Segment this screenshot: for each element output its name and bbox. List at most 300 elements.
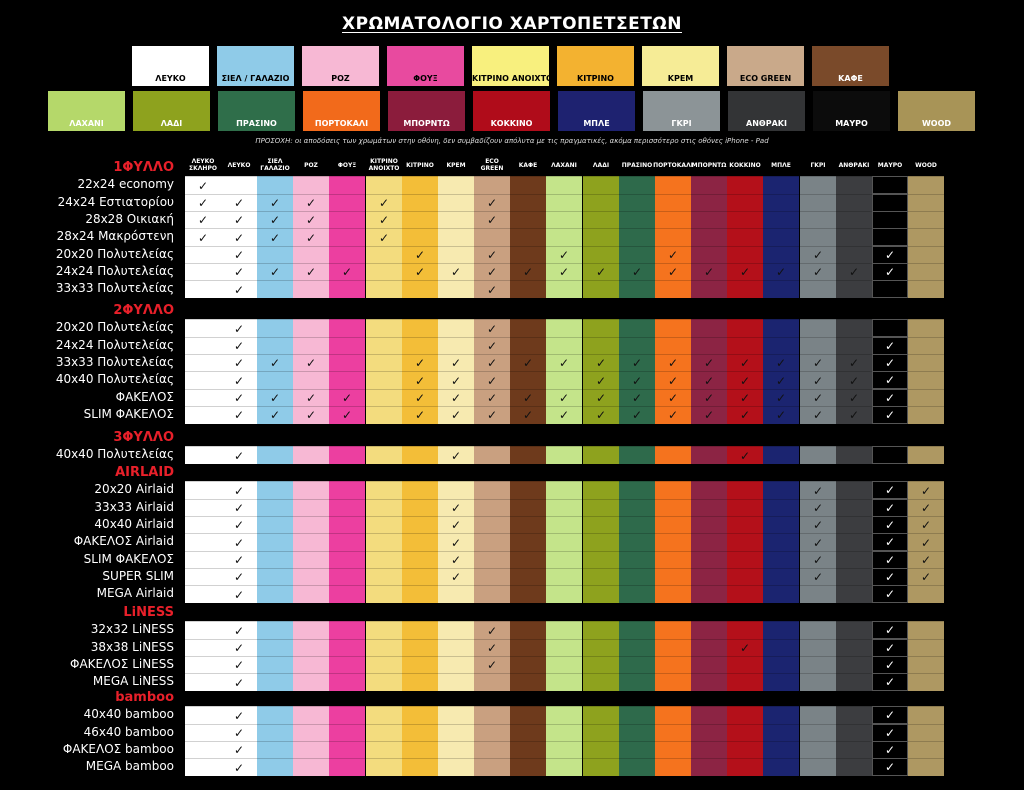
- color-cell: [908, 228, 944, 246]
- product-row-label: 40x40 Πολυτελείας: [55, 372, 174, 387]
- color-cell: [800, 551, 836, 569]
- check-mark: ✓: [233, 641, 245, 656]
- color-cell: [329, 176, 365, 194]
- check-mark: ✓: [884, 338, 896, 353]
- color-cell: [691, 389, 727, 407]
- color-cell: [474, 319, 510, 337]
- color-cell: [438, 263, 474, 281]
- color-swatch: [217, 46, 294, 86]
- check-mark: ✓: [884, 535, 896, 550]
- color-cell: [619, 516, 655, 534]
- color-cell: [655, 176, 691, 194]
- check-mark: ✓: [884, 760, 896, 775]
- color-cell: [872, 406, 908, 424]
- product-row-label: 40x40 Πολυτελείας: [55, 447, 174, 462]
- column-header: ΜΠΛΕ: [771, 161, 791, 169]
- color-cell: [583, 446, 619, 464]
- color-cell: [221, 656, 257, 674]
- color-cell: [185, 533, 221, 551]
- color-cell: [655, 585, 691, 603]
- column-header: ΠΟΡΤΟΚΑΛΙ: [653, 161, 693, 169]
- color-cell: [438, 656, 474, 674]
- color-cell: [619, 211, 655, 229]
- column-header: ΚΡΕΜ: [446, 161, 466, 169]
- color-cell: [836, 481, 872, 499]
- color-cell: [474, 758, 510, 776]
- column-header: ΠΡΑΣΙΝΟ: [621, 161, 653, 169]
- color-cell: [763, 280, 799, 298]
- color-cell: [655, 499, 691, 517]
- color-cell: [402, 724, 438, 742]
- color-cell: [727, 246, 763, 264]
- color-cell: [366, 246, 402, 264]
- color-cell: [366, 481, 402, 499]
- color-cell: [727, 319, 763, 337]
- color-cell: [221, 585, 257, 603]
- color-cell: [691, 551, 727, 569]
- color-cell: [510, 354, 546, 372]
- color-cell: [727, 585, 763, 603]
- color-cell: [257, 176, 293, 194]
- color-cell: [185, 516, 221, 534]
- color-cell: [800, 280, 836, 298]
- color-cell: [185, 499, 221, 517]
- color-cell: [185, 724, 221, 742]
- column-header: ECO GREEN: [480, 158, 504, 172]
- color-cell: [763, 319, 799, 337]
- color-cell: [185, 337, 221, 355]
- color-cell: [908, 706, 944, 724]
- color-cell: [438, 741, 474, 759]
- color-cell: [800, 246, 836, 264]
- check-mark: ✓: [884, 247, 896, 262]
- color-cell: [908, 194, 944, 212]
- check-mark: ✓: [486, 356, 498, 371]
- check-mark: ✓: [667, 391, 679, 405]
- color-cell: [257, 228, 293, 246]
- color-cell: [510, 319, 546, 337]
- color-cell: [800, 263, 836, 281]
- color-cell: [655, 280, 691, 298]
- color-cell: [872, 176, 908, 194]
- color-warning-note: ΠΡΟΣΟΧΗ: οι αποδόσεις των χρωμάτων στην οθόνη, δεν συμβαδίζουν απόλυτα με τις πραγματικές, ακόμα περισσότερο στις οθόνες iPhone - Pad: [255, 137, 769, 145]
- color-cell: [474, 337, 510, 355]
- check-mark: ✓: [667, 408, 679, 423]
- page-title: ΧΡΩΜΑΤΟΛΟΓΙΟ ΧΑΡΤΟΠΕΤΣΕΤΩΝ: [342, 14, 682, 34]
- color-cell: [727, 228, 763, 246]
- color-cell: [438, 481, 474, 499]
- check-mark: ✓: [558, 248, 570, 262]
- check-mark: ✓: [739, 641, 751, 656]
- check-mark: ✓: [341, 265, 353, 280]
- color-cell: [583, 639, 619, 657]
- color-cell: [510, 758, 546, 776]
- color-cell: [366, 176, 402, 194]
- color-cell: [221, 194, 257, 212]
- color-cell: [836, 263, 872, 281]
- color-cell: [763, 389, 799, 407]
- color-swatch: [303, 91, 380, 131]
- check-mark: ✓: [920, 535, 932, 550]
- color-cell: [510, 724, 546, 742]
- color-cell: [510, 481, 546, 499]
- color-swatch: [642, 46, 719, 86]
- check-mark: ✓: [414, 408, 426, 423]
- color-cell: [438, 706, 474, 724]
- check-mark: ✓: [486, 213, 498, 228]
- color-cell: [619, 319, 655, 337]
- color-cell: [366, 724, 402, 742]
- color-cell: [510, 211, 546, 229]
- check-mark: ✓: [920, 553, 932, 567]
- check-mark: ✓: [739, 391, 751, 405]
- color-cell: [619, 371, 655, 389]
- product-row-label: 20x20 Airlaid: [94, 482, 174, 497]
- column-header: ΑΝΘΡΑΚΙ: [838, 161, 870, 169]
- color-cell: [763, 263, 799, 281]
- color-cell: [583, 406, 619, 424]
- color-cell: [221, 389, 257, 407]
- color-cell: [329, 246, 365, 264]
- color-cell: [836, 337, 872, 355]
- color-cell: [836, 741, 872, 759]
- color-cell: [257, 246, 293, 264]
- color-cell: [293, 621, 329, 639]
- product-row-label: MEGA bamboo: [85, 759, 174, 774]
- color-cell: [438, 446, 474, 464]
- color-cell: [221, 639, 257, 657]
- color-cell: [438, 568, 474, 586]
- color-cell: [763, 446, 799, 464]
- color-cell: [691, 446, 727, 464]
- color-cell: [619, 446, 655, 464]
- color-cell: [763, 481, 799, 499]
- check-mark: ✓: [920, 570, 932, 585]
- column-header: ΜΠΟΡΝΤΩ: [691, 161, 727, 169]
- column-header: ΓΚΡΙ: [810, 161, 826, 169]
- color-cell: [546, 499, 582, 517]
- color-cell: [510, 656, 546, 674]
- color-swatch-label: ΚΡΕΜ: [667, 74, 694, 83]
- color-cell: [727, 194, 763, 212]
- color-cell: [655, 211, 691, 229]
- color-cell: [185, 406, 221, 424]
- color-cell: [329, 673, 365, 691]
- color-cell: [763, 337, 799, 355]
- check-mark: ✓: [812, 408, 824, 423]
- check-mark: ✓: [305, 265, 317, 280]
- color-cell: [836, 371, 872, 389]
- color-cell: [402, 354, 438, 372]
- check-mark: ✓: [414, 248, 426, 262]
- check-mark: ✓: [884, 708, 896, 723]
- color-cell: [872, 354, 908, 372]
- color-cell: [329, 533, 365, 551]
- color-cell: [908, 551, 944, 569]
- check-mark: ✓: [197, 178, 209, 193]
- color-cell: [366, 337, 402, 355]
- color-cell: [402, 673, 438, 691]
- color-swatch: [812, 46, 889, 86]
- color-cell: [691, 516, 727, 534]
- color-cell: [329, 481, 365, 499]
- color-cell: [329, 724, 365, 742]
- color-cell: [763, 621, 799, 639]
- color-cell: [908, 481, 944, 499]
- color-cell: [583, 319, 619, 337]
- color-cell: [366, 194, 402, 212]
- check-mark: ✓: [631, 265, 643, 280]
- color-cell: [619, 639, 655, 657]
- color-cell: [583, 551, 619, 569]
- color-cell: [257, 724, 293, 742]
- color-cell: [836, 568, 872, 586]
- color-cell: [402, 568, 438, 586]
- check-mark: ✓: [595, 408, 607, 423]
- color-cell: [474, 585, 510, 603]
- color-cell: [546, 758, 582, 776]
- color-cell: [655, 516, 691, 534]
- color-cell: [257, 194, 293, 212]
- color-cell: [257, 758, 293, 776]
- color-cell: [872, 741, 908, 759]
- color-cell: [257, 551, 293, 569]
- check-mark: ✓: [233, 535, 245, 550]
- color-cell: [402, 211, 438, 229]
- color-cell: [293, 724, 329, 742]
- check-mark: ✓: [486, 248, 498, 262]
- color-cell: [836, 211, 872, 229]
- color-cell: [836, 585, 872, 603]
- color-cell: [438, 533, 474, 551]
- color-cell: [836, 724, 872, 742]
- check-mark: ✓: [233, 658, 245, 673]
- color-cell: [293, 656, 329, 674]
- check-mark: ✓: [558, 356, 570, 371]
- color-cell: [366, 758, 402, 776]
- color-cell: [619, 481, 655, 499]
- color-cell: [474, 621, 510, 639]
- color-swatch-label: ΚΑΦΕ: [838, 74, 863, 83]
- color-cell: [763, 371, 799, 389]
- section-heading: AIRLAID: [115, 465, 174, 480]
- color-cell: [908, 621, 944, 639]
- check-mark: ✓: [197, 196, 209, 211]
- check-mark: ✓: [884, 569, 896, 584]
- color-cell: [402, 246, 438, 264]
- color-cell: [293, 551, 329, 569]
- color-cell: [872, 639, 908, 657]
- color-cell: [438, 280, 474, 298]
- color-cell: [546, 533, 582, 551]
- color-cell: [583, 758, 619, 776]
- color-cell: [257, 741, 293, 759]
- color-swatch-label: ΛΑΧΑΝΙ: [69, 119, 104, 128]
- color-cell: [800, 724, 836, 742]
- color-cell: [691, 621, 727, 639]
- color-cell: [293, 354, 329, 372]
- color-cell: [257, 585, 293, 603]
- color-cell: [185, 354, 221, 372]
- product-row-label: SLIM ΦΑΚΕΛΟΣ: [83, 406, 174, 421]
- color-cell: [619, 389, 655, 407]
- product-row-label: 40x40 bamboo: [83, 707, 174, 722]
- color-cell: [655, 673, 691, 691]
- color-cell: [800, 585, 836, 603]
- check-mark: ✓: [269, 391, 281, 405]
- color-swatch: [728, 91, 805, 131]
- color-cell: [402, 499, 438, 517]
- color-cell: [510, 194, 546, 212]
- color-cell: [329, 263, 365, 281]
- check-mark: ✓: [450, 518, 462, 533]
- color-cell: [185, 228, 221, 246]
- color-cell: [546, 551, 582, 569]
- check-mark: ✓: [920, 501, 932, 516]
- color-cell: [329, 758, 365, 776]
- color-cell: [366, 446, 402, 464]
- color-cell: [763, 706, 799, 724]
- color-cell: [257, 406, 293, 424]
- color-cell: [293, 337, 329, 355]
- color-cell: [402, 621, 438, 639]
- color-cell: [691, 673, 727, 691]
- color-cell: [185, 389, 221, 407]
- check-mark: ✓: [884, 725, 896, 740]
- check-mark: ✓: [631, 408, 643, 423]
- check-mark: ✓: [450, 535, 462, 550]
- color-cell: [185, 568, 221, 586]
- color-cell: [800, 639, 836, 657]
- color-cell: [655, 389, 691, 407]
- color-cell: [872, 337, 908, 355]
- color-cell: [293, 568, 329, 586]
- color-cell: [763, 639, 799, 657]
- color-cell: [619, 621, 655, 639]
- color-cell: [329, 568, 365, 586]
- color-cell: [366, 516, 402, 534]
- color-cell: [763, 176, 799, 194]
- check-mark: ✓: [450, 356, 462, 371]
- color-cell: [546, 481, 582, 499]
- color-cell: [908, 389, 944, 407]
- check-mark: ✓: [450, 408, 462, 423]
- color-cell: [221, 354, 257, 372]
- color-cell: [691, 406, 727, 424]
- color-cell: [366, 706, 402, 724]
- color-cell: [438, 516, 474, 534]
- color-cell: [583, 176, 619, 194]
- check-mark: ✓: [848, 391, 860, 405]
- color-cell: [402, 516, 438, 534]
- color-cell: [763, 673, 799, 691]
- product-row-label: 32x32 LiNESS: [90, 622, 174, 637]
- color-cell: [655, 551, 691, 569]
- color-cell: [763, 516, 799, 534]
- color-cell: [474, 516, 510, 534]
- color-cell: [366, 228, 402, 246]
- color-cell: [583, 585, 619, 603]
- color-cell: [691, 481, 727, 499]
- check-mark: ✓: [775, 408, 787, 423]
- color-cell: [546, 176, 582, 194]
- color-cell: [293, 246, 329, 264]
- check-mark: ✓: [233, 623, 245, 638]
- color-cell: [257, 280, 293, 298]
- color-cell: [402, 371, 438, 389]
- color-swatch-label: ΚΟΚΚΙΝΟ: [490, 119, 533, 128]
- color-cell: [221, 499, 257, 517]
- color-cell: [763, 656, 799, 674]
- color-cell: [727, 499, 763, 517]
- section-heading: 1ΦΥΛΛΟ: [113, 160, 174, 175]
- check-mark: ✓: [305, 230, 317, 245]
- color-cell: [836, 533, 872, 551]
- color-cell: [438, 354, 474, 372]
- color-cell: [872, 211, 908, 229]
- check-mark: ✓: [450, 448, 462, 463]
- color-cell: [510, 706, 546, 724]
- color-swatch: [132, 46, 209, 86]
- color-cell: [293, 194, 329, 212]
- color-cell: [872, 533, 908, 551]
- color-swatch: [643, 91, 720, 131]
- color-swatch-label: WOOD: [921, 119, 952, 128]
- color-cell: [402, 263, 438, 281]
- check-mark: ✓: [269, 213, 281, 228]
- color-cell: [402, 446, 438, 464]
- color-cell: [366, 389, 402, 407]
- color-cell: [293, 639, 329, 657]
- check-mark: ✓: [775, 391, 787, 405]
- color-cell: [185, 246, 221, 264]
- check-mark: ✓: [739, 373, 751, 388]
- color-cell: [185, 194, 221, 212]
- color-cell: [546, 568, 582, 586]
- color-cell: [438, 406, 474, 424]
- color-cell: [329, 371, 365, 389]
- check-mark: ✓: [812, 501, 824, 516]
- color-cell: [619, 228, 655, 246]
- column-header: ΜΑΥΡΟ: [877, 161, 903, 169]
- color-cell: [329, 621, 365, 639]
- product-row-label: SLIM ΦΑΚΕΛΟΣ: [83, 551, 174, 566]
- color-cell: [546, 337, 582, 355]
- color-cell: [510, 516, 546, 534]
- check-mark: ✓: [233, 553, 245, 567]
- color-cell: [583, 516, 619, 534]
- product-row-label: 22x24 economy: [77, 177, 174, 192]
- color-cell: [510, 446, 546, 464]
- check-mark: ✓: [486, 373, 498, 388]
- color-cell: [763, 354, 799, 372]
- color-cell: [619, 533, 655, 551]
- color-cell: [546, 639, 582, 657]
- color-cell: [438, 211, 474, 229]
- check-mark: ✓: [595, 356, 607, 371]
- color-swatch-label: ΣΙΕΛ / ΓΑΛΑΖΙΟ: [221, 74, 290, 83]
- check-mark: ✓: [848, 265, 860, 280]
- color-cell: [836, 280, 872, 298]
- color-cell: [546, 673, 582, 691]
- check-mark: ✓: [812, 391, 824, 405]
- color-cell: [546, 585, 582, 603]
- color-cell: [872, 585, 908, 603]
- check-mark: ✓: [848, 373, 860, 388]
- check-mark: ✓: [812, 373, 824, 388]
- check-mark: ✓: [233, 448, 245, 463]
- column-header: WOOD: [915, 161, 937, 169]
